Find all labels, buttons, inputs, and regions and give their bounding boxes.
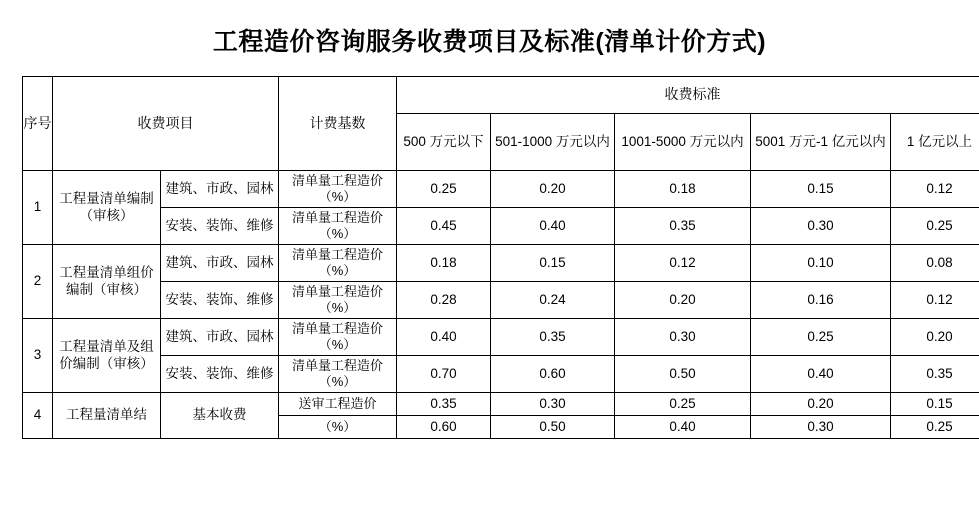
table-header: [23, 77, 979, 171]
row-value: 0.28: [397, 282, 491, 319]
table-body: [23, 171, 979, 439]
row-value: 0.50: [615, 356, 751, 393]
row-item: 工程量清单及组价编制（审核）: [53, 319, 161, 393]
row-value: 0.50: [491, 416, 615, 439]
row-category: 安装、装饰、维修: [161, 208, 279, 245]
header-range-1: 500 万元以下: [397, 114, 491, 171]
row-value: 0.24: [491, 282, 615, 319]
row-value: 0.40: [751, 356, 891, 393]
row-value: 0.10: [751, 245, 891, 282]
row-category: 建筑、市政、园林: [161, 245, 279, 282]
row-value: 0.15: [491, 245, 615, 282]
row-value: 0.16: [751, 282, 891, 319]
row-item: 工程量清单组价编制（审核）: [53, 245, 161, 319]
row-base: 清单量工程造价（%）: [279, 171, 397, 208]
row-category: 安装、装饰、维修: [161, 282, 279, 319]
row-base: （%）: [279, 416, 397, 439]
row-value: 0.25: [891, 416, 979, 439]
header-range-4: 5001 万元-1 亿元以内: [751, 114, 891, 171]
fee-table-container: [0, 76, 979, 439]
row-value: 0.15: [751, 171, 891, 208]
header-seq: 序号: [23, 77, 53, 171]
row-seq: 2: [23, 245, 53, 319]
row-value: 0.25: [891, 208, 979, 245]
row-value: 0.30: [751, 208, 891, 245]
row-value: 0.35: [891, 356, 979, 393]
header-range-5: 1 亿元以上: [891, 114, 979, 171]
row-seq: 4: [23, 393, 53, 439]
row-value: 0.40: [491, 208, 615, 245]
row-value: 0.45: [397, 208, 491, 245]
row-value: 0.40: [615, 416, 751, 439]
table-row: [23, 393, 979, 416]
row-value: 0.20: [615, 282, 751, 319]
row-value: 0.25: [397, 171, 491, 208]
row-value: 0.12: [615, 245, 751, 282]
header-range-2: 501-1000 万元以内: [491, 114, 615, 171]
row-value: 0.18: [397, 245, 491, 282]
row-category: 建筑、市政、园林: [161, 171, 279, 208]
row-value: 0.20: [491, 171, 615, 208]
table-header-row-1: [23, 77, 979, 114]
header-standard-group: 收费标准: [397, 77, 979, 114]
row-value: 0.08: [891, 245, 979, 282]
fee-standards-table: [22, 76, 979, 439]
row-base: 清单量工程造价（%）: [279, 208, 397, 245]
row-value: 0.30: [491, 393, 615, 416]
table-row: [23, 245, 979, 282]
row-item: 工程量清单编制（审核）: [53, 171, 161, 245]
header-range-3: 1001-5000 万元以内: [615, 114, 751, 171]
row-value: 0.35: [397, 393, 491, 416]
row-value: 0.18: [615, 171, 751, 208]
row-value: 0.35: [491, 319, 615, 356]
header-item: 收费项目: [53, 77, 279, 171]
row-base: 清单量工程造价（%）: [279, 245, 397, 282]
row-category: 安装、装饰、维修: [161, 356, 279, 393]
row-item: 工程量清单结: [53, 393, 161, 439]
row-value: 0.40: [397, 319, 491, 356]
table-row: [23, 171, 979, 208]
row-value: 0.30: [751, 416, 891, 439]
table-row: [23, 208, 979, 245]
table-row: [23, 282, 979, 319]
row-value: 0.60: [491, 356, 615, 393]
row-value: 0.30: [615, 319, 751, 356]
page-title: 工程造价咨询服务收费项目及标准(清单计价方式): [212, 28, 767, 56]
row-value: 0.25: [751, 319, 891, 356]
row-value: 0.20: [751, 393, 891, 416]
table-row: [23, 356, 979, 393]
row-base: 清单量工程造价（%）: [279, 356, 397, 393]
row-value: 0.12: [891, 171, 979, 208]
header-base: 计费基数: [279, 77, 397, 171]
row-base: 清单量工程造价（%）: [279, 282, 397, 319]
row-category: 建筑、市政、园林: [161, 319, 279, 356]
row-value: 0.20: [891, 319, 979, 356]
row-base: 清单量工程造价（%）: [279, 319, 397, 356]
row-base: 送审工程造价: [279, 393, 397, 416]
row-value: 0.70: [397, 356, 491, 393]
table-row: [23, 319, 979, 356]
row-seq: 1: [23, 171, 53, 245]
row-value: 0.15: [891, 393, 979, 416]
row-value: 0.35: [615, 208, 751, 245]
row-value: 0.60: [397, 416, 491, 439]
row-seq: 3: [23, 319, 53, 393]
row-value: 0.12: [891, 282, 979, 319]
row-value: 0.25: [615, 393, 751, 416]
row-item-sub: 基本收费: [161, 393, 279, 439]
